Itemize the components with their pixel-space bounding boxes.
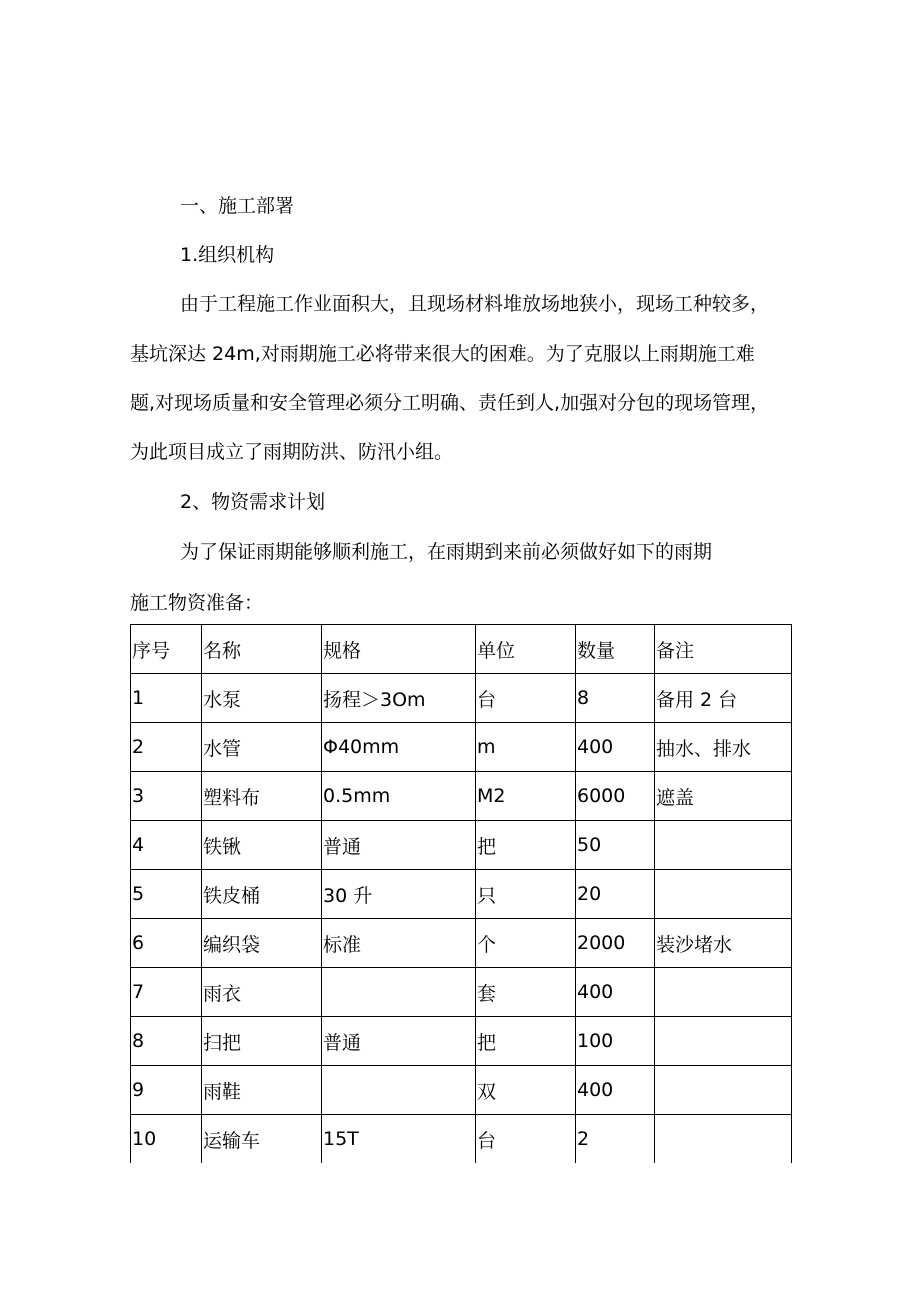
cell-unit: 台 (476, 1115, 576, 1164)
cell-unit: m (476, 723, 576, 772)
cell-spec: 普通 (322, 1017, 476, 1066)
cell-unit: 台 (476, 674, 576, 723)
cell-remark (655, 1115, 792, 1164)
paragraph-line: 基坑深达 24m,对雨期施工必将带来很大的困难。为了克服以上雨期施工难 (130, 343, 755, 365)
cell-unit: 双 (476, 1066, 576, 1115)
table-row (131, 1115, 792, 1164)
cell-index: 5 (131, 870, 202, 919)
cell-spec (322, 1066, 476, 1115)
paragraph-line: 由于工程施工作业面积大，且现场材料堆放场地狭小，现场工种较多， (180, 293, 770, 315)
cell-unit: 个 (476, 919, 576, 968)
table-row (131, 772, 792, 821)
cell-index: 4 (131, 821, 202, 870)
header-cell-spec: 规格 (322, 625, 476, 674)
table-row (131, 674, 792, 723)
cell-index: 2 (131, 723, 202, 772)
cell-name: 铁皮桶 (202, 870, 322, 919)
paragraph-line: 为此项目成立了雨期防洪、防汛小组。 (130, 441, 454, 463)
cell-index: 7 (131, 968, 202, 1017)
cell-quantity: 6000 (576, 772, 655, 821)
cell-spec: Φ40mm (322, 723, 476, 772)
cell-remark (655, 870, 792, 919)
cell-spec: 15T (322, 1115, 476, 1164)
paragraph-line: 为了保证雨期能够顺利施工，在雨期到来前必须做好如下的雨期 (180, 541, 713, 563)
cell-quantity: 100 (576, 1017, 655, 1066)
cell-quantity: 2000 (576, 919, 655, 968)
table-row (131, 821, 792, 870)
cell-spec: 标准 (322, 919, 476, 968)
header-cell-remark: 备注 (655, 625, 792, 674)
section-title: 一、施工部署 (180, 195, 295, 217)
cell-unit: 套 (476, 968, 576, 1017)
cell-spec (322, 968, 476, 1017)
cell-index: 1 (131, 674, 202, 723)
cell-name: 扫把 (202, 1017, 322, 1066)
cell-unit: 只 (476, 870, 576, 919)
cell-spec: 普通 (322, 821, 476, 870)
cell-quantity: 20 (576, 870, 655, 919)
cell-index: 10 (131, 1115, 202, 1164)
cell-name: 编织袋 (202, 919, 322, 968)
materials-table (130, 624, 792, 1163)
cell-name: 运输车 (202, 1115, 322, 1164)
cell-name: 水泵 (202, 674, 322, 723)
cell-quantity: 2 (576, 1115, 655, 1164)
cell-index: 8 (131, 1017, 202, 1066)
cell-spec: 30 升 (322, 870, 476, 919)
cell-remark (655, 1017, 792, 1066)
cell-quantity: 400 (576, 1066, 655, 1115)
table-row (131, 1066, 792, 1115)
cell-name: 塑料布 (202, 772, 322, 821)
cell-unit: 把 (476, 1017, 576, 1066)
cell-quantity: 400 (576, 968, 655, 1017)
cell-remark: 装沙堵水 (655, 919, 792, 968)
cell-remark (655, 968, 792, 1017)
cell-name: 雨鞋 (202, 1066, 322, 1115)
cell-name: 水管 (202, 723, 322, 772)
cell-index: 6 (131, 919, 202, 968)
cell-spec: 0.5mm (322, 772, 476, 821)
table-header-row (131, 625, 792, 674)
cell-remark (655, 821, 792, 870)
table-row (131, 968, 792, 1017)
header-cell-name: 名称 (202, 625, 322, 674)
paragraph-line: 题,对现场质量和安全管理必须分工明确、责任到人,加强对分包的现场管理， (130, 392, 770, 414)
cell-remark: 遮盖 (655, 772, 792, 821)
cell-spec: 扬程＞3Om (322, 674, 476, 723)
cell-remark: 抽水、排水 (655, 723, 792, 772)
cell-name: 雨衣 (202, 968, 322, 1017)
cell-quantity: 8 (576, 674, 655, 723)
header-cell-index: 序号 (131, 625, 202, 674)
cell-index: 3 (131, 772, 202, 821)
cell-index: 9 (131, 1066, 202, 1115)
subsection-title-materials: 2、物资需求计划 (180, 491, 326, 513)
table-row (131, 870, 792, 919)
table-row (131, 1017, 792, 1066)
cell-quantity: 400 (576, 723, 655, 772)
cell-remark (655, 1066, 792, 1115)
header-cell-quantity: 数量 (576, 625, 655, 674)
cell-unit: 把 (476, 821, 576, 870)
table-row (131, 919, 792, 968)
paragraph-line: 施工物资准备： (130, 592, 264, 614)
cell-remark: 备用 2 台 (655, 674, 792, 723)
header-cell-unit: 单位 (476, 625, 576, 674)
subsection-title-organization: 1.组织机构 (180, 244, 275, 266)
cell-quantity: 50 (576, 821, 655, 870)
table-row (131, 723, 792, 772)
cell-unit: M2 (476, 772, 576, 821)
cell-name: 铁锹 (202, 821, 322, 870)
